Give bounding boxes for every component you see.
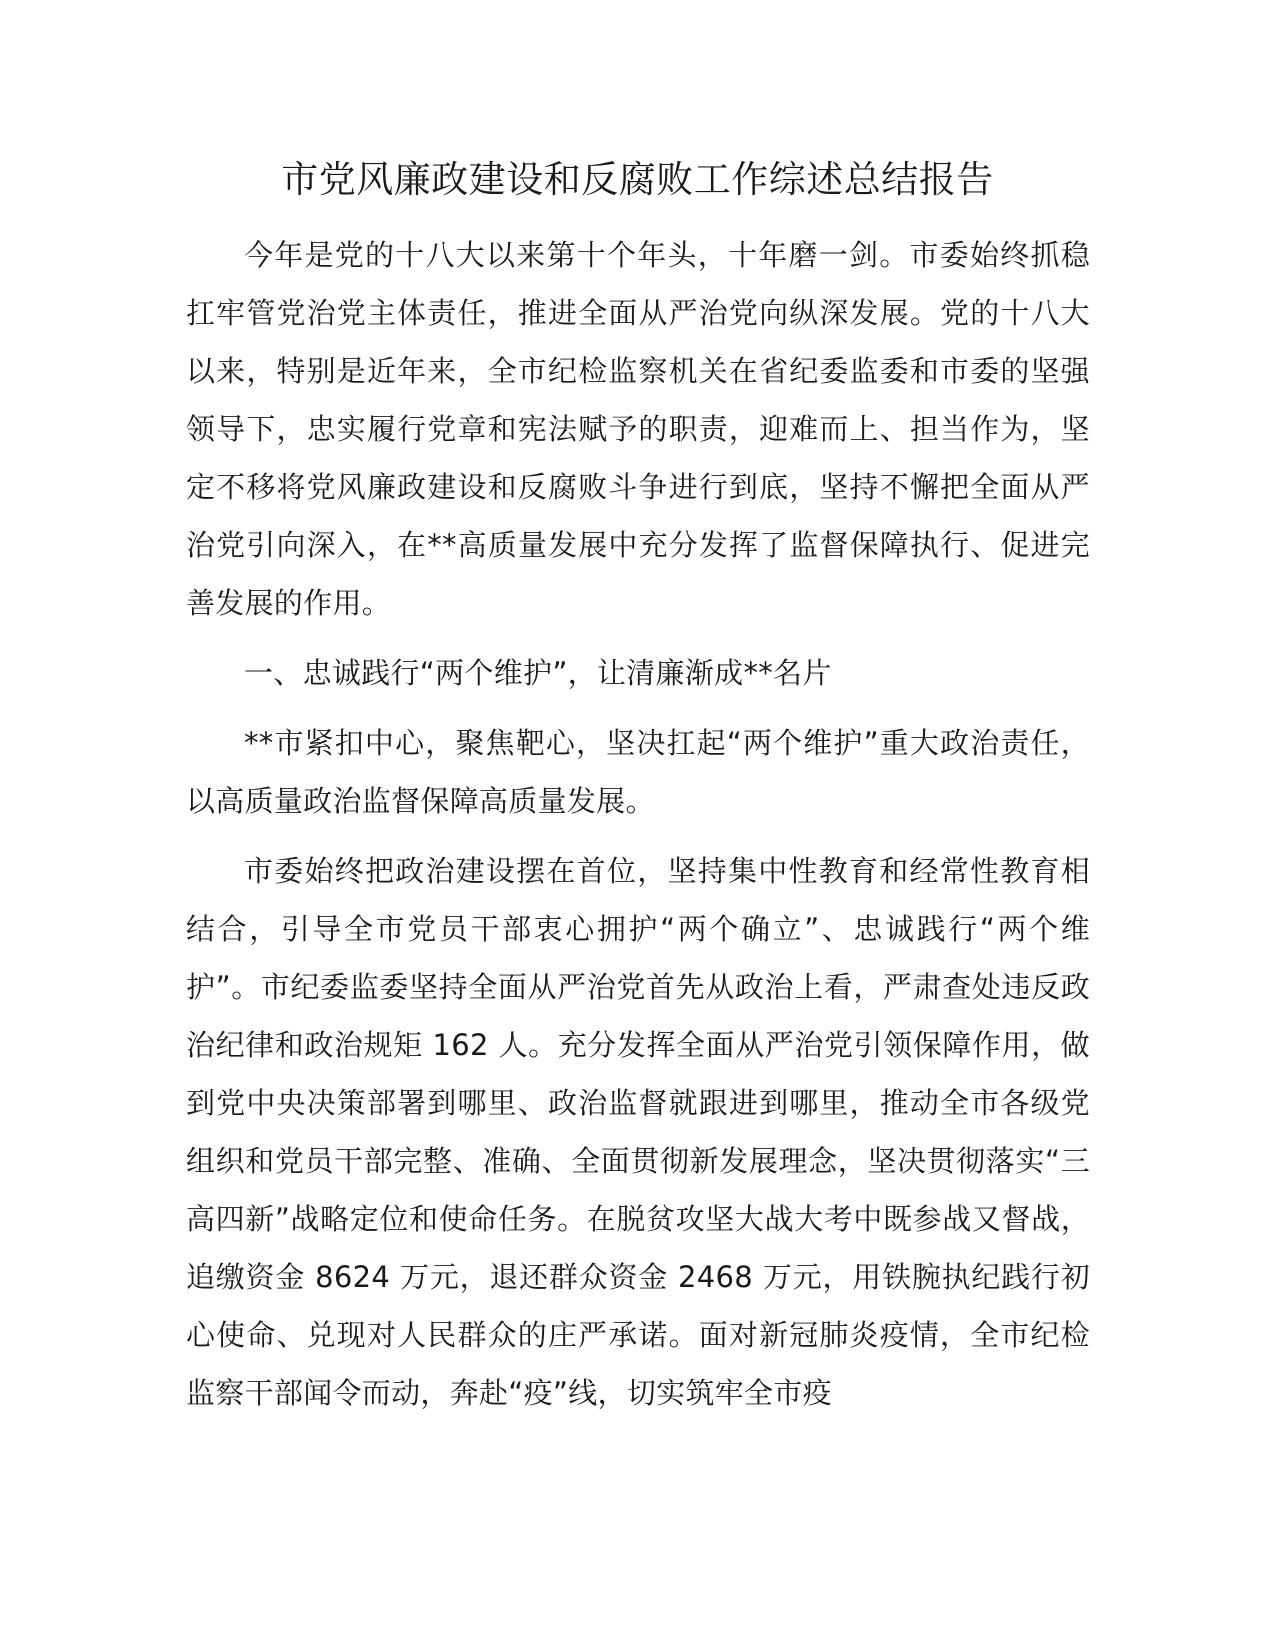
section-heading-1: 一、忠诚践行“两个维护”，让清廉渐成**名片 xyxy=(244,656,832,690)
document-body xyxy=(186,226,1090,1422)
intro-paragraph: 今年是党的十八大以来第十个年头，十年磨一剑。市委始终抓稳扛牢管党治党主体责任，推进全面从严治党向纵深发展。党的十八大以来，特别是近年来，全市纪检监察机关在省纪委监委和市委的坚强领导下，忠实履行党章和宪法赋予的职责，迎难而上、担当作为，坚定不移将党风廉政建设和反腐败斗争进行到底，坚持不懈把全面从严治党引向深入，在**高质量发展中充分发挥了监督保障执行、促进完善发展的作用。 xyxy=(186,238,1090,620)
document-title: 市党风廉政建设和反腐败工作综述总结报告 xyxy=(281,158,994,201)
section-1-detail-paragraph: 市委始终把政治建设摆在首位，坚持集中性教育和经常性教育相结合，引导全市党员干部衷心拥护“两个确立”、忠诚践行“两个维护”。市纪委监委坚持全面从严治党首先从政治上看，严肃查处违反政治纪律和政治规矩 162 人。充分发挥全面从严治党引领保障作用，做到党中央决策部署到哪里、政治监督就跟进到哪里，推动全市各级党组织和党员干部完整、准确、全面贯彻新发展理念，坚决贯彻落实“三高四新”战略定位和使命任务。在脱贫攻坚大战大考中既参战又督战，追缴资金 8624 万元，退还群众资金 2468 万元，用铁腕执纪践行初心使命、兑现对人民群众的庄严承诺。面对新冠肺炎疫情，全市纪检监察干部闻令而动，奔赴“疫”线，切实筑牢全市疫 xyxy=(186,854,1090,1410)
section-1-summary-paragraph: **市紧扣中心，聚焦靶心，坚决扛起“两个维护”重大政治责任，以高质量政治监督保障高质量发展。 xyxy=(186,726,1090,818)
